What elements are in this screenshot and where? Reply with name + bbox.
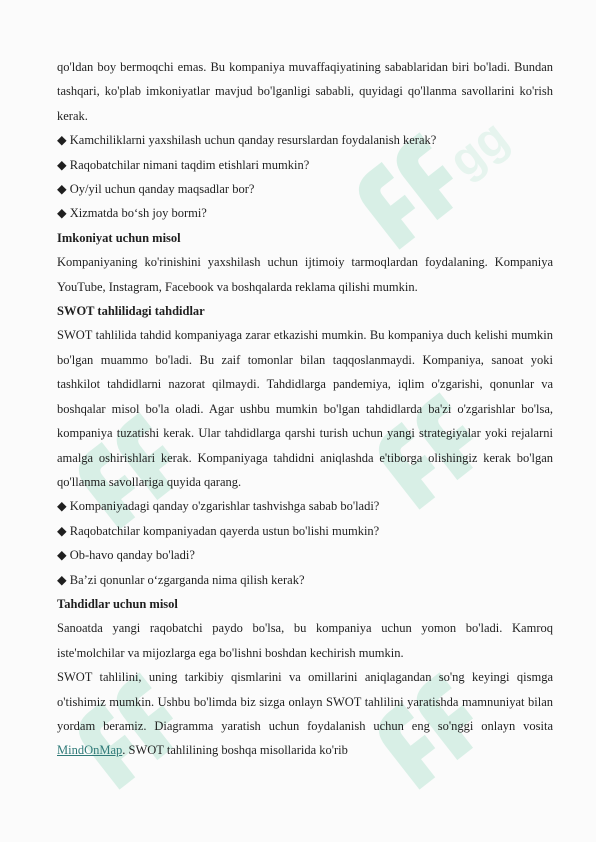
bullet-item: ◆ Kamchiliklarni yaxshilash uchun qanday resurslardan foydalanish kerak? [57, 133, 437, 148]
paragraph-text: SWOT tahlilini, uning tarkibiy qismlarini va omillarini aniqlagandan so'ng keyingi qismga o'tishimiz mumkin. Ushbu bo'limda biz sizga onlayn SWOT tahlilini yaratishda mamnuniyat bilan yordam beramiz. Diagramma yaratish uchun foydalanish uchun eng so'nggi onlayn vosita [57, 670, 553, 733]
svg-text:gg: gg [439, 110, 519, 188]
mindonmap-link[interactable]: MindOnMap [57, 743, 123, 758]
intro-paragraph: qo'ldan boy bermoqchi emas. Bu kompaniya muvaffaqiyatining sabablaridan biri bo'ladi. Bundan tashqari, ko'plab imkoniyatlar mavjud bo'lganligi sababli, quyidagi qo'llanma savollarini ko'rish kerak. [57, 60, 553, 123]
body-paragraph: Kompaniyaning ko'rinishini yaxshilash uchun ijtimoiy tarmoqlardan foydalaning. Kompaniya YouTube, Instagram, Facebook va boshqalarda reklama qilishi mumkin. [57, 255, 553, 294]
bullet-item: ◆ Oy/yil uchun qanday maqsadlar bor? [57, 182, 255, 197]
bullet-item: ◆ Raqobatchilar nimani taqdim etishlari mumkin? [57, 157, 310, 172]
body-paragraph [57, 665, 553, 763]
document-body [57, 55, 553, 763]
bullet-item: ◆ Raqobatchilar kompaniyadan qayerda ustun bo'lishi mumkin? [57, 523, 380, 538]
paragraph-text: . SWOT tahlilining boshqa misollarida ko'rib [122, 743, 348, 758]
bullet-item: ◆ Ob-havo qanday bo'ladi? [57, 548, 195, 563]
bullet-item: ◆ Ba’zi qonunlar o‘zgarganda nima qilish kerak? [57, 572, 305, 587]
section-heading: SWOT tahlilidagi tahdidlar [57, 304, 205, 319]
bullet-item: ◆ Xizmatda bo‘sh joy bormi? [57, 206, 207, 221]
section-heading: Imkoniyat uchun misol [57, 230, 181, 245]
bullet-item: ◆ Kompaniyadagi qanday o'zgarishlar tashvishga sabab bo'ladi? [57, 499, 380, 514]
body-paragraph: SWOT tahlilida tahdid kompaniyaga zarar etkazishi mumkin. Bu kompaniya duch kelishi mumkin bo'lgan muammo bo'ladi. Bu zaif tomonlar bilan taqqoslanmaydi. Kompaniya, sanoat yoki tashkilot tahdidlarni nazorat qilmaydi. Tahdidlarga pandemiya, iqlim o'zgarishi, qonunlar va boshqalar misol bo'la oladi. Agar ushbu mumkin bo'lgan tahdidlarda ba'zi o'zgarishlar bo'lsa, kompaniya tuzatishi kerak. Ular tahdidlarga qarshi turish uchun yangi strategiyalar yoki rejalarni amalga oshirishlari kerak. Kompaniyaga tahdidni aniqlashda e'tiborga olishingiz kerak bo'lgan qo'llanma savollariga quyida qarang. [57, 328, 553, 489]
section-heading: Tahdidlar uchun misol [57, 596, 178, 611]
body-paragraph: Sanoatda yangi raqobatchi paydo bo'lsa, bu kompaniya uchun yomon bo'ladi. Kamroq iste'molchilar va mijozlarga ega bo'lishni boshdan kechirish mumkin. [57, 621, 553, 660]
